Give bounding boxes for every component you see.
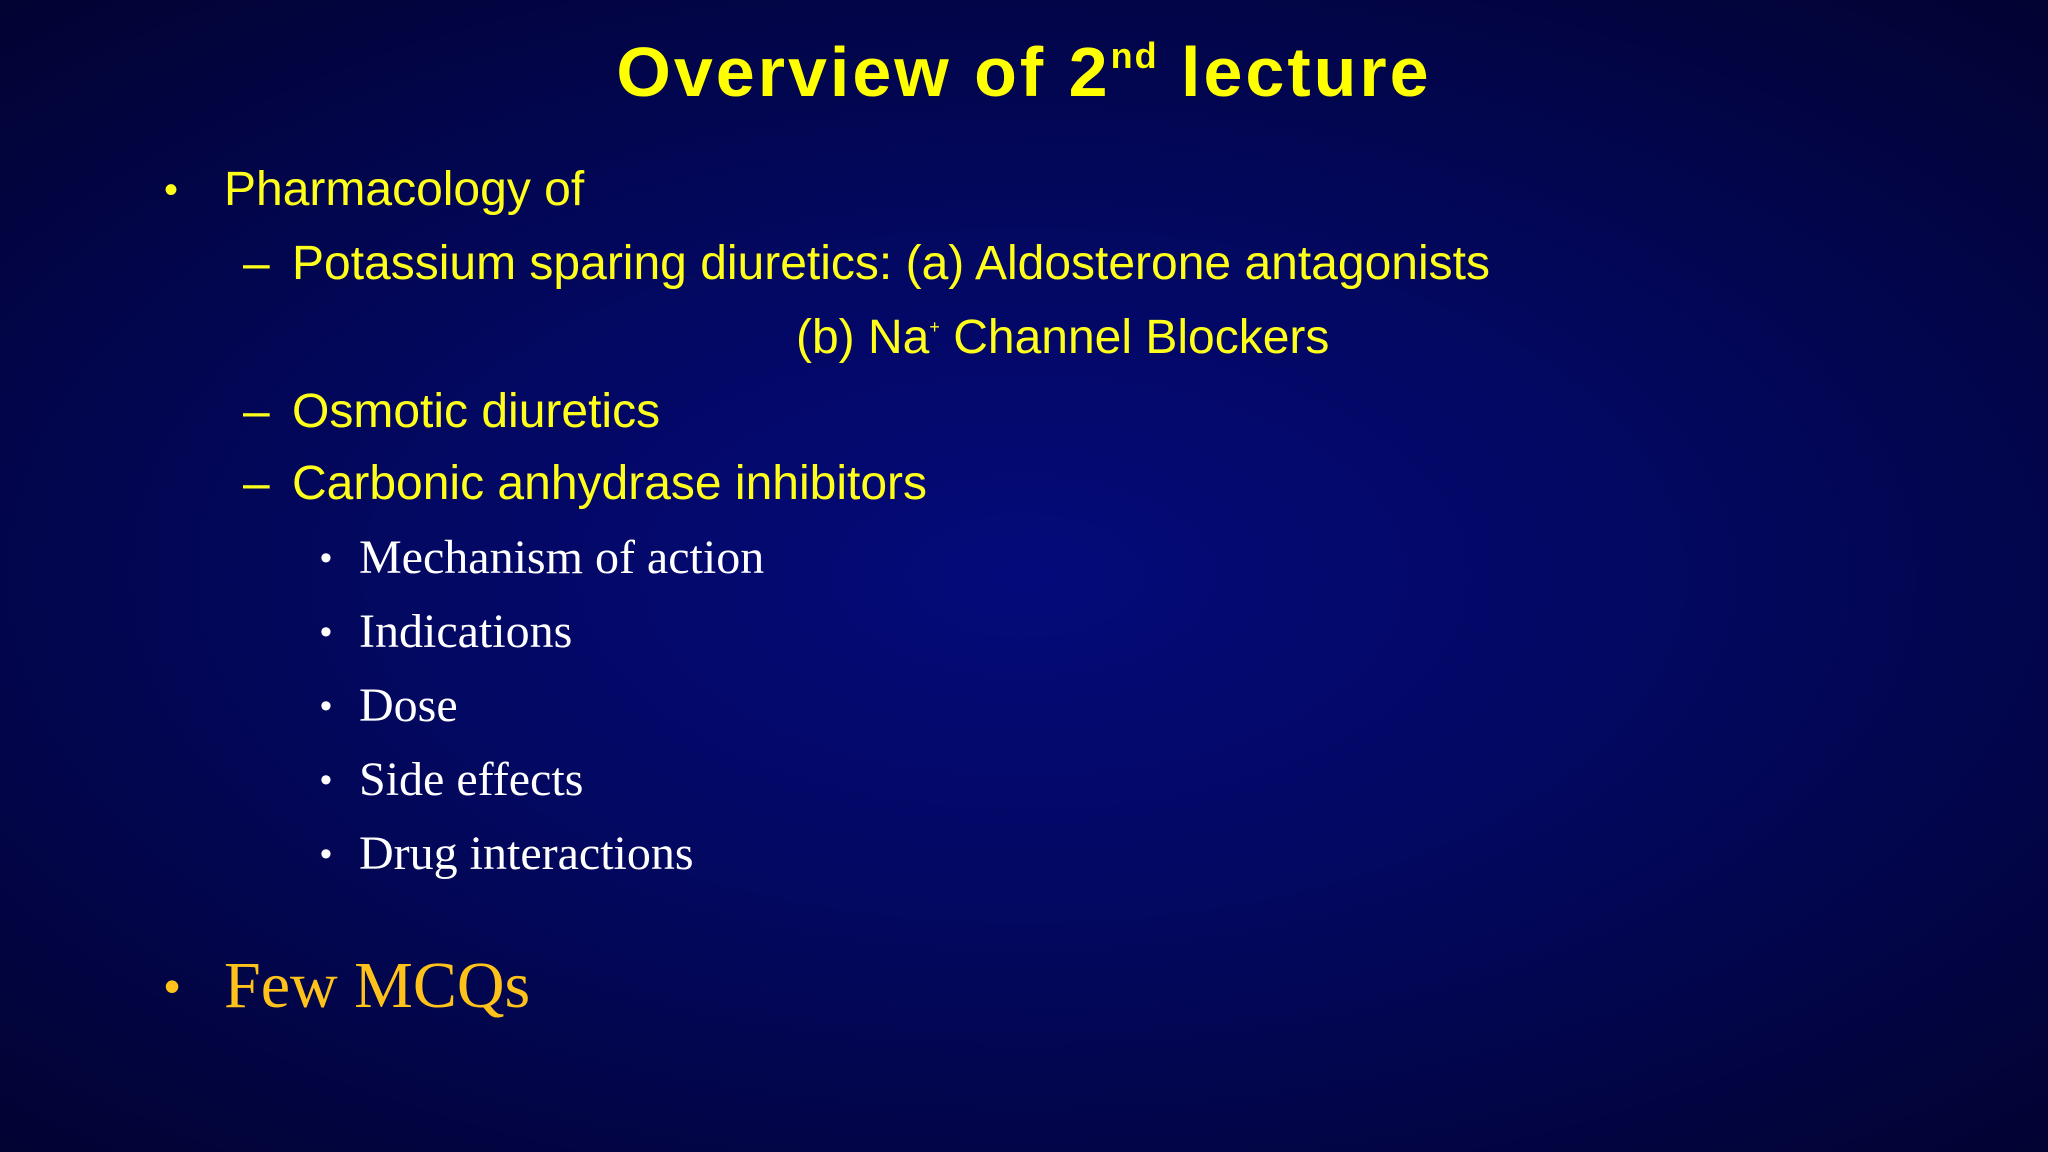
subitem-drug-interactions: Drug interactions [359, 827, 694, 880]
item-potassium-sparing: Potassium sparing diuretics: (a) Aldosterone antagonists [292, 237, 1490, 290]
title-superscript: nd [1110, 35, 1159, 76]
bullet-marker: • [164, 168, 179, 212]
na-suffix: Channel Blockers [939, 311, 1330, 364]
item-carbonic-anhydrase: Carbonic anhydrase inhibitors [292, 457, 928, 510]
dash-marker: – [243, 237, 270, 290]
subitem-mechanism: Mechanism of action [359, 531, 765, 584]
sub-bullet-marker: • [320, 613, 332, 651]
slide-title [0, 32, 2048, 112]
sub-bullet-marker: • [320, 761, 332, 799]
bullet-few-mcqs: Few MCQs [224, 949, 531, 1022]
mcq-bullet-marker: • [164, 960, 181, 1012]
dash-marker: – [243, 385, 270, 438]
sub-bullet-marker: • [320, 835, 332, 873]
sub-bullet-marker: • [320, 687, 332, 725]
subitem-indications: Indications [359, 605, 573, 658]
item-na-channel-blockers [796, 310, 1329, 366]
subitem-side-effects: Side effects [359, 753, 584, 806]
na-superscript: + [929, 317, 940, 337]
na-prefix: (b) Na [796, 311, 930, 364]
title-rest: lecture [1158, 33, 1432, 111]
dash-marker: – [243, 457, 270, 510]
item-osmotic-diuretics: Osmotic diuretics [292, 385, 661, 438]
bullet-pharmacology: Pharmacology of [224, 163, 585, 216]
sub-bullet-marker: • [320, 539, 332, 577]
subitem-dose: Dose [359, 679, 458, 732]
title-main: Overview of 2 [616, 33, 1111, 111]
